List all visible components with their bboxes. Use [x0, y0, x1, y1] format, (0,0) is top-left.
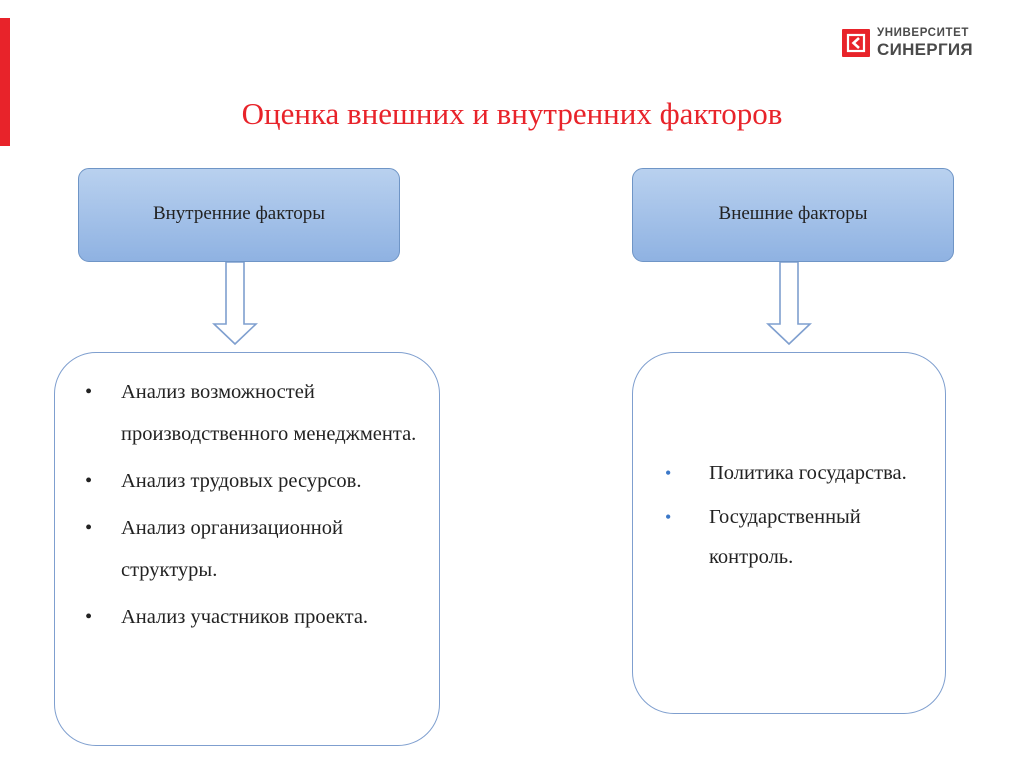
external-factors-heading: Внешние факторы: [718, 203, 868, 224]
external-factors-box: [632, 168, 954, 262]
list-item: • Политика государства.: [709, 453, 929, 493]
list-item: • Государственный контроль.: [709, 497, 929, 577]
slide-title: Оценка внешних и внутренних факторов: [241, 96, 783, 131]
external-factors-list-box: [632, 352, 946, 714]
university-logo: [842, 28, 973, 58]
internal-factors-box: [78, 168, 400, 262]
down-arrow-left-icon: [212, 262, 258, 346]
list-item: • Анализ участников проекта.: [121, 596, 421, 638]
list-item: • Анализ трудовых ресурсов.: [121, 460, 421, 502]
internal-factors-list-box: [54, 352, 440, 746]
logo-text: [877, 28, 973, 58]
internal-factors-heading: Внутренние факторы: [152, 203, 326, 224]
down-arrow-right-icon: [766, 262, 812, 346]
list-item: • Анализ организационной структуры.: [121, 507, 421, 591]
synergy-logo-icon: [842, 29, 870, 57]
external-factors-list: [709, 453, 929, 581]
list-item: • Анализ возможностей производственного менеджмента.: [121, 371, 421, 455]
logo-line-2: СИНЕРГИЯ: [877, 39, 973, 59]
logo-line-1: УНИВЕРСИТЕТ: [877, 27, 969, 39]
internal-factors-list: [121, 371, 421, 643]
